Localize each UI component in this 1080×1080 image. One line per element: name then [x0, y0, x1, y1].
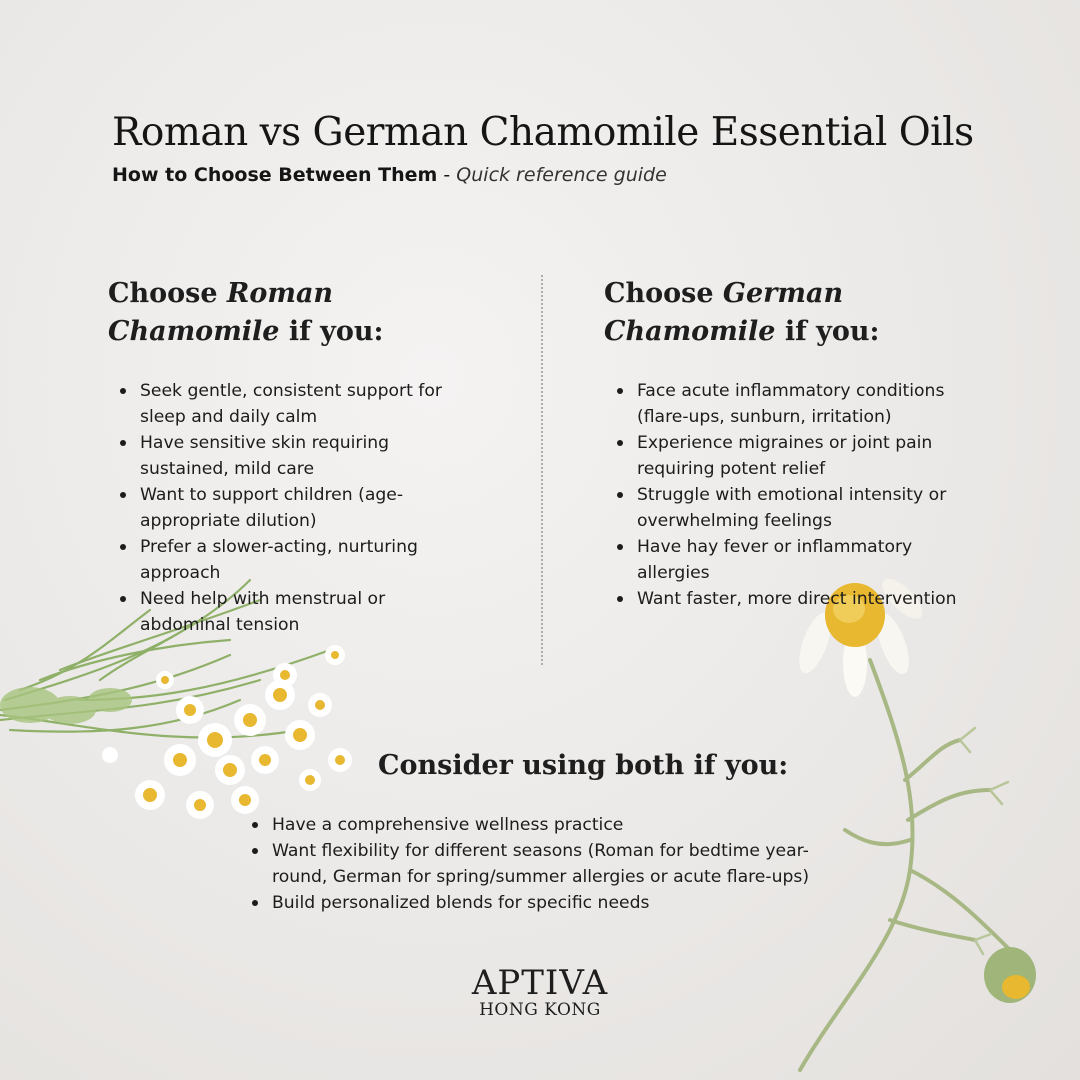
roman-heading-suffix: if you:	[279, 316, 384, 347]
german-heading	[604, 275, 994, 351]
roman-list	[118, 378, 473, 638]
both-heading: Consider using both if you:	[378, 750, 789, 781]
brand-logo	[470, 965, 610, 1019]
chamomile-stem-illustration	[760, 540, 1080, 1080]
list-item: Have a comprehensive wellness practice	[250, 812, 850, 838]
german-heading-name: German Chamomile	[604, 278, 844, 347]
german-heading-prefix: Choose	[604, 278, 723, 309]
brand-name: APTIVA	[471, 963, 609, 1003]
roman-heading-name: Roman Chamomile	[108, 278, 334, 347]
list-item: Want to support children (age-appropriate dilution)	[118, 482, 473, 534]
list-item: Need help with menstrual or abdominal tension	[118, 586, 473, 638]
subtitle-italic: Quick reference guide	[456, 164, 667, 186]
roman-heading	[108, 275, 468, 351]
list-item: Want flexibility for different seasons (Roman for bedtime year-round, German for spring/summer allergies or acute flare-ups)	[250, 838, 850, 890]
both-list	[250, 812, 850, 916]
list-item: Experience migraines or joint pain requiring potent relief	[615, 430, 990, 482]
roman-heading-prefix: Choose	[108, 278, 227, 309]
list-item: Seek gentle, consistent support for sleep and daily calm	[118, 378, 473, 430]
list-item: Struggle with emotional intensity or overwhelming feelings	[615, 482, 990, 534]
list-item: Want faster, more direct intervention	[615, 586, 990, 612]
page-title: Roman vs German Chamomile Essential Oils	[112, 110, 974, 155]
list-item: Face acute inflammatory conditions (flare-ups, sunburn, irritation)	[615, 378, 990, 430]
subtitle-separator: -	[437, 164, 457, 186]
list-item: Build personalized blends for specific needs	[250, 890, 850, 916]
list-item: Prefer a slower-acting, nurturing approach	[118, 534, 473, 586]
list-item: Have sensitive skin requiring sustained, mild care	[118, 430, 473, 482]
german-list	[615, 378, 990, 612]
subtitle-bold: How to Choose Between Them	[112, 164, 438, 186]
list-item: Have hay fever or inflammatory allergies	[615, 534, 990, 586]
german-heading-suffix: if you:	[775, 316, 880, 347]
brand-location: HONG KONG	[479, 1000, 601, 1020]
page-subtitle	[112, 164, 667, 186]
column-divider	[541, 275, 543, 665]
